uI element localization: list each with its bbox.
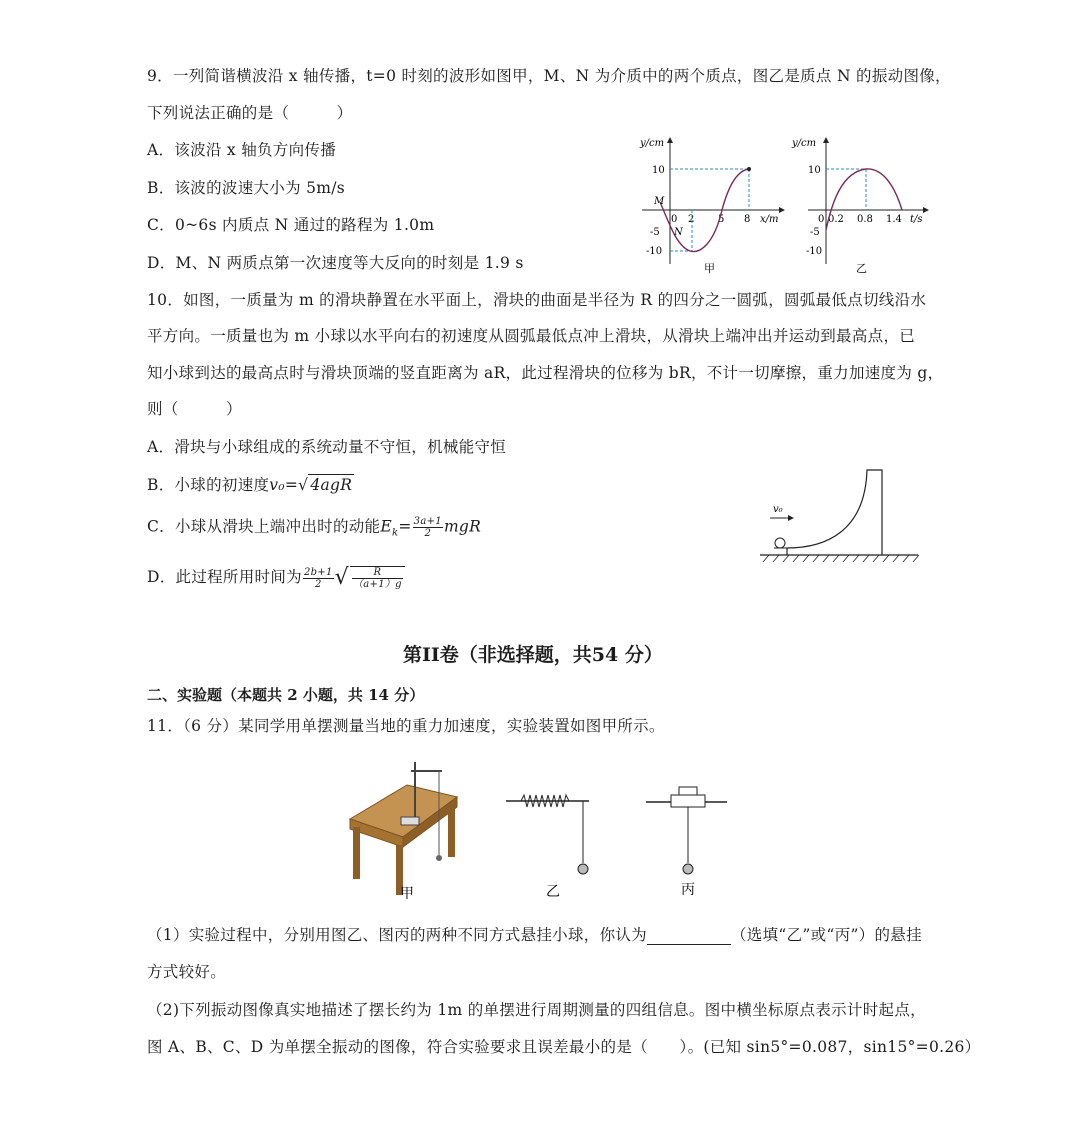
q11-answer-blank (647, 930, 731, 945)
table-leg-3 (448, 805, 455, 857)
q11-part2-line2: 图 A、B、C、D 为单摆全振动的图像，符合实验要求且误差最小的是（ ）。(已知 sin5°=0.087，sin15°=0.26） (147, 1038, 981, 1056)
yi-xlabel: t/s (910, 214, 923, 225)
q10-option-c-den: 2 (424, 528, 432, 539)
jia-xtick-8: 8 (744, 214, 751, 225)
yi-ytick-10: 10 (808, 165, 821, 176)
caption-bing: 丙 (681, 882, 695, 898)
q10-option-a: A．滑块与小球组成的系统动量不守恒，机械能守恒 (147, 438, 507, 456)
slider-block (787, 470, 882, 555)
yi-xtick-0.2: 0.2 (828, 214, 844, 225)
stand-base (401, 817, 419, 825)
section-heading: 二、实验题（本题共 2 小题，共 14 分） (147, 686, 425, 704)
velocity-label: v₀ (773, 504, 783, 515)
wave-graph-jia (632, 132, 792, 277)
q10-stem-line1: 10．如图，一质量为 m 的滑块静置在水平面上，滑块的曲面是半径为 R 的四分之一圆弧，圆弧最低点切线沿水 (147, 291, 927, 309)
small-ball (775, 538, 785, 548)
pendulum-table-figure (345, 757, 465, 907)
yi-bob (578, 864, 588, 874)
section-title: 第II卷（非选择题，共54 分） (403, 644, 663, 666)
q10-option-d-text: D．此过程所用时间为 (147, 568, 302, 586)
jia-xtick-5: 5 (718, 214, 725, 225)
q10-option-c-tail: mgR (443, 517, 482, 536)
q10-option-c-sub: k (392, 527, 399, 539)
q10-option-c-fraction (413, 516, 443, 539)
yi-ylabel: y/cm (792, 138, 817, 149)
q9-option-d: D．M、N 两质点第一次速度等大反向的时刻是 1.9 s (147, 254, 524, 272)
q10-option-d-radicand (350, 566, 405, 590)
q10-option-d-num: 2b+1 (303, 566, 333, 578)
q9-option-b: B．该波的波速大小为 5m/s (147, 179, 346, 197)
q10-option-c-lhs: E (380, 517, 392, 536)
pendulum-bob-jia (436, 855, 442, 861)
jia-xtick-0: 0 (671, 214, 678, 225)
q10-option-b (147, 474, 354, 495)
q10-stem-line4: 则（ ） (147, 400, 242, 418)
yi-ytick-neg5: -5 (810, 227, 820, 238)
jia-end-point (747, 167, 751, 171)
q10-option-c-text: C．小球从滑块上端冲出时的动能 (147, 517, 381, 536)
bing-bob (683, 864, 693, 874)
q9-stem-line1: 9．一列简谐横波沿 x 轴传播，t=0 时刻的波形如图甲，M、N 为介质中的两个质点，图乙是质点 N 的振动图像， (147, 67, 951, 85)
yi-xtick-0.8: 0.8 (857, 214, 873, 225)
q10-option-d-root-num: R (352, 567, 403, 579)
q10-option-d (147, 566, 406, 590)
spring-suspension-figure (503, 785, 598, 905)
q11-part1-text-a: （1）实验过程中，分别用图乙、图丙的两种不同方式悬挂小球，你认为 (147, 926, 647, 944)
jia-point-m: M (654, 196, 665, 207)
q10-option-b-text: B．小球的初速度 (147, 476, 270, 494)
jia-point-n: N (674, 227, 683, 238)
jia-xlabel: x/m (760, 214, 779, 225)
q10-option-d-root-den: （a+1）g (352, 579, 402, 590)
clamp-suspension-figure (643, 775, 733, 900)
q10-option-d-radical-sign: √ (334, 565, 349, 590)
bing-clamp-body (671, 795, 705, 807)
q10-option-b-radicand: 4agR (310, 476, 353, 494)
vibration-graph-yi (786, 132, 936, 277)
bing-clamp-top (679, 787, 697, 795)
q10-option-d-den: 2 (314, 578, 322, 590)
q10-option-b-lhs: v₀= (269, 476, 299, 494)
caption-yi: 乙 (546, 884, 560, 900)
q11-intro: 11．（6 分）某同学用单摆测量当地的重力加速度，实验装置如图甲所示。 (147, 717, 665, 735)
q11-part2-line1: （2)下列振动图像真实地描述了摆长约为 1m 的单摆进行周期测量的四组信息。图中横坐标原点表示计时起点， (147, 1001, 926, 1019)
jia-caption: 甲 (704, 262, 715, 275)
ground-hatching (763, 555, 919, 562)
table-leg-1 (353, 827, 360, 879)
caption-jia: 甲 (400, 886, 414, 902)
q11-part1-line2: 方式较好。 (147, 963, 227, 981)
jia-ylabel: y/cm (640, 138, 665, 149)
jia-xtick-2: 2 (688, 214, 695, 225)
yi-ytick-neg10: -10 (806, 246, 823, 257)
yi-xtick-0: 0 (818, 214, 825, 225)
q10-option-c-num: 3a+1 (413, 516, 442, 527)
q9-option-a: A．该波沿 x 轴负方向传播 (147, 141, 336, 159)
yi-xtick-1.4: 1.4 (886, 214, 902, 225)
slider-arc-figure (755, 462, 925, 572)
q9-stem-line2: 下列说法正确的是（ ） (147, 104, 353, 122)
q11-part1-text-b: （选填“乙”或“丙”）的悬挂 (730, 926, 922, 944)
q10-option-d-fraction (303, 567, 334, 590)
jia-ytick-neg5: -5 (650, 227, 660, 238)
q11-part1-line1 (147, 925, 922, 945)
yi-caption: 乙 (856, 262, 867, 275)
jia-ytick-neg10: -10 (646, 246, 663, 257)
q10-option-b-radical-sign: √ (298, 476, 309, 494)
q10-stem-line3: 知小球到达的最高点时与滑块顶端的竖直距离为 aR，此过程滑块的位移为 bR，不计一切摩擦，重力加速度为 g， (147, 364, 944, 382)
q10-stem-line2: 平方向。一质量也为 m 小球以水平向右的初速度从圆弧最低点冲上滑块，从滑块上端冲出并运动到最高点，已 (147, 327, 916, 345)
q10-option-c: C．小球从滑块上端冲出时的动能$E_k=$ $\frac{3a+1}{2}$ mgR (147, 516, 482, 539)
q9-option-c: C．0~6s 内质点 N 通过的路程为 1.0m (147, 216, 435, 234)
jia-ytick-10: 10 (652, 165, 665, 176)
